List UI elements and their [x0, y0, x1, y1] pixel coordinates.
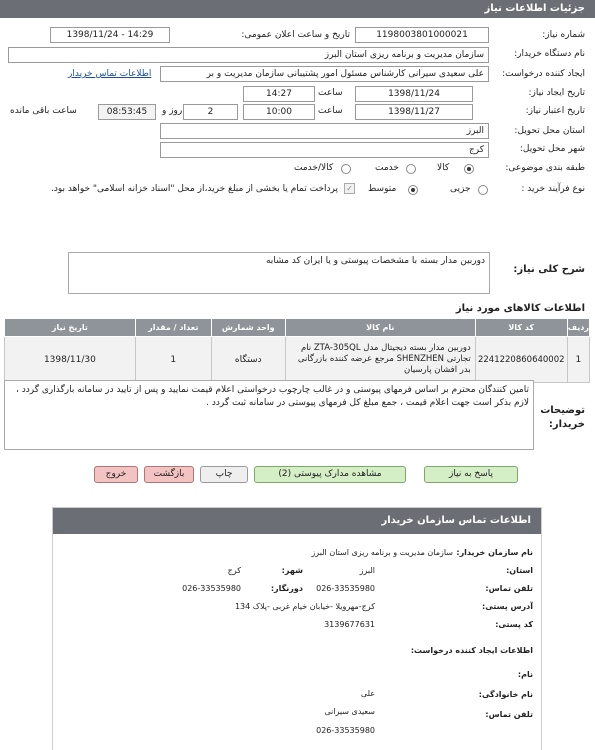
process-radio-minor[interactable]	[478, 185, 488, 195]
creator-phone-label: تلفن تماس:	[485, 710, 533, 719]
contact-card-title: اطلاعات تماس سازمان خریدار	[381, 515, 531, 526]
exit-button[interactable]: خروج	[94, 466, 138, 483]
reply-button[interactable]: پاسخ به نیاز	[424, 466, 518, 483]
contact-address: کرج-مهرویلا -خیابان خیام غربی -پلاک 134	[234, 602, 375, 611]
contact-fax: 026-33535980	[182, 584, 241, 593]
announce-label: تاریخ و ساعت اعلان عمومی:	[241, 30, 350, 40]
contact-org-label: نام سازمان خریدار:	[456, 548, 533, 557]
remaining-time-field: 08:53:45	[98, 104, 156, 120]
category-option-goods-service: کالا/خدمت	[294, 163, 334, 173]
print-button[interactable]: چاپ	[200, 466, 248, 483]
created-time-label: ساعت	[318, 88, 343, 98]
announce-field: 1398/11/24 - 14:29	[50, 27, 170, 43]
cell-name: دوربین مدار بسته دیجیتال مدل ZTA-305QL نام تجارتی SHENZHEN مرجع عرضه کننده بازرگانی بدر افشان پارسیان	[285, 337, 475, 383]
creator-label: ایجاد کننده درخواست:	[502, 69, 585, 79]
deadline-label: تاریخ اعتبار نیاز:	[525, 106, 585, 116]
col-unit: واحد شمارش	[211, 319, 285, 337]
process-option-medium: متوسط	[368, 184, 397, 194]
contact-phone: 026-33535980	[316, 584, 375, 593]
created-date-label: تاریخ ایجاد نیاز:	[528, 88, 585, 98]
created-date-field: 1398/11/24	[355, 86, 473, 102]
need-number-label: شماره نیاز:	[542, 30, 585, 40]
attachments-button[interactable]: مشاهده مدارک پیوستی (2)	[254, 466, 406, 483]
contact-postal-label: کد پستی:	[495, 620, 533, 629]
cell-unit: دستگاه	[211, 337, 285, 383]
contact-org: سازمان مدیریت و برنامه ریزی استان البرز	[311, 548, 453, 557]
items-title: اطلاعات کالاهای مورد نیاز	[455, 303, 585, 314]
remaining-label: ساعت باقی مانده	[10, 106, 77, 116]
need-number-field: 1198003801000021	[355, 27, 489, 43]
deadline-date-field: 1398/11/27	[355, 104, 473, 120]
process-option-minor: جزیی	[450, 184, 471, 194]
city-field: کرج	[160, 142, 489, 158]
contact-province: البرز	[359, 566, 375, 575]
province-field: البرز	[160, 123, 489, 139]
cell-qty: 1	[135, 337, 211, 383]
contact-city-label: شهر:	[281, 566, 303, 575]
days-field: 2	[183, 104, 238, 120]
creator-name-label: نام:	[517, 670, 533, 679]
col-date: تاریخ نیاز	[5, 319, 136, 337]
contact-card-header	[53, 508, 541, 534]
province-label: استان محل تحویل:	[514, 126, 585, 136]
cell-date: 1398/11/30	[5, 337, 136, 383]
category-radio-goods-service[interactable]	[341, 164, 351, 174]
contact-city: کرج	[227, 566, 241, 575]
category-label: طبقه بندی موضوعی:	[505, 163, 585, 173]
col-row: ردیف	[567, 319, 589, 337]
contact-fax-label: دورنگار:	[270, 584, 303, 593]
col-name: نام کالا	[285, 319, 475, 337]
summary-label: شرح کلی نیاز:	[513, 264, 585, 275]
category-radio-goods[interactable]	[464, 164, 474, 174]
contact-phone-label: تلفن تماس:	[485, 584, 533, 593]
back-button[interactable]: بازگشت	[144, 466, 194, 483]
days-label: روز و	[162, 106, 183, 116]
category-radio-service[interactable]	[406, 164, 416, 174]
city-label: شهر محل تحویل:	[519, 144, 585, 154]
creator-field: علی سعیدی سیرانی کارشناس مسئول امور پشتیبانی سازمان مدیریت و بر	[160, 66, 489, 82]
process-label: نوع فرآیند خرید :	[521, 184, 585, 194]
items-header-row	[5, 319, 590, 337]
creator-phone: 026-33535980	[316, 726, 375, 735]
cell-row: 1	[567, 337, 589, 383]
deadline-time-field: 10:00	[243, 104, 315, 120]
payment-note: پرداخت تمام یا بخشی از مبلغ خرید،از محل "اسناد خزانه اسلامی" خواهد بود.	[50, 184, 338, 194]
page-header	[0, 0, 595, 18]
buyer-org-field: سازمان مدیریت و برنامه ریزی استان البرز	[8, 47, 489, 63]
col-code: کد کالا	[475, 319, 567, 337]
contact-card	[52, 507, 542, 750]
buyer-notes-box	[4, 380, 534, 450]
category-option-service: خدمت	[375, 163, 399, 173]
contact-postal: 3139677631	[324, 620, 375, 629]
deadline-time-label: ساعت	[318, 106, 343, 116]
creator-family: سعیدی سیرانی	[324, 707, 375, 716]
buyer-notes-label: توضیحات خریدار:	[540, 405, 585, 430]
summary-text: دوربین مدار بسته با مشخصات پیوستی و یا ایران کد مشابه	[265, 256, 485, 266]
creator-family-label: نام خانوادگی:	[478, 690, 533, 699]
treasury-checkbox[interactable]: ✓	[344, 183, 355, 194]
page-title: جزئیات اطلاعات نیاز	[484, 3, 585, 14]
created-time-field: 14:27	[243, 86, 315, 102]
summary-box	[68, 252, 490, 294]
cell-code: 2241220860640002	[475, 337, 567, 383]
contact-address-label: آدرس پستی:	[482, 602, 533, 611]
process-radio-medium[interactable]	[408, 185, 418, 195]
buyer-contact-link[interactable]: اطلاعات تماس خریدار	[68, 69, 152, 79]
creator-name: علی	[360, 689, 375, 698]
contact-province-label: استان:	[506, 566, 533, 575]
buyer-notes-text: تامین کنندگان محترم بر اساس فرمهای پیوستی و در غالب چارچوب درخواستی اعلام قیمت نمایید و پس از تایید در سامانه بارگذاری گردد ، لازم بذکر است جهت اعلام قیمت ، جمع مبلغ کل فرمهای پیوستی در سامانه ثبت گردد .	[15, 385, 529, 408]
creator-section-title: اطلاعات ایجاد کننده درخواست:	[410, 646, 533, 655]
items-table	[4, 318, 590, 383]
col-qty: تعداد / مقدار	[135, 319, 211, 337]
category-option-goods: کالا	[437, 163, 450, 173]
table-row	[5, 337, 590, 383]
buyer-org-label: نام دستگاه خریدار:	[514, 49, 585, 59]
